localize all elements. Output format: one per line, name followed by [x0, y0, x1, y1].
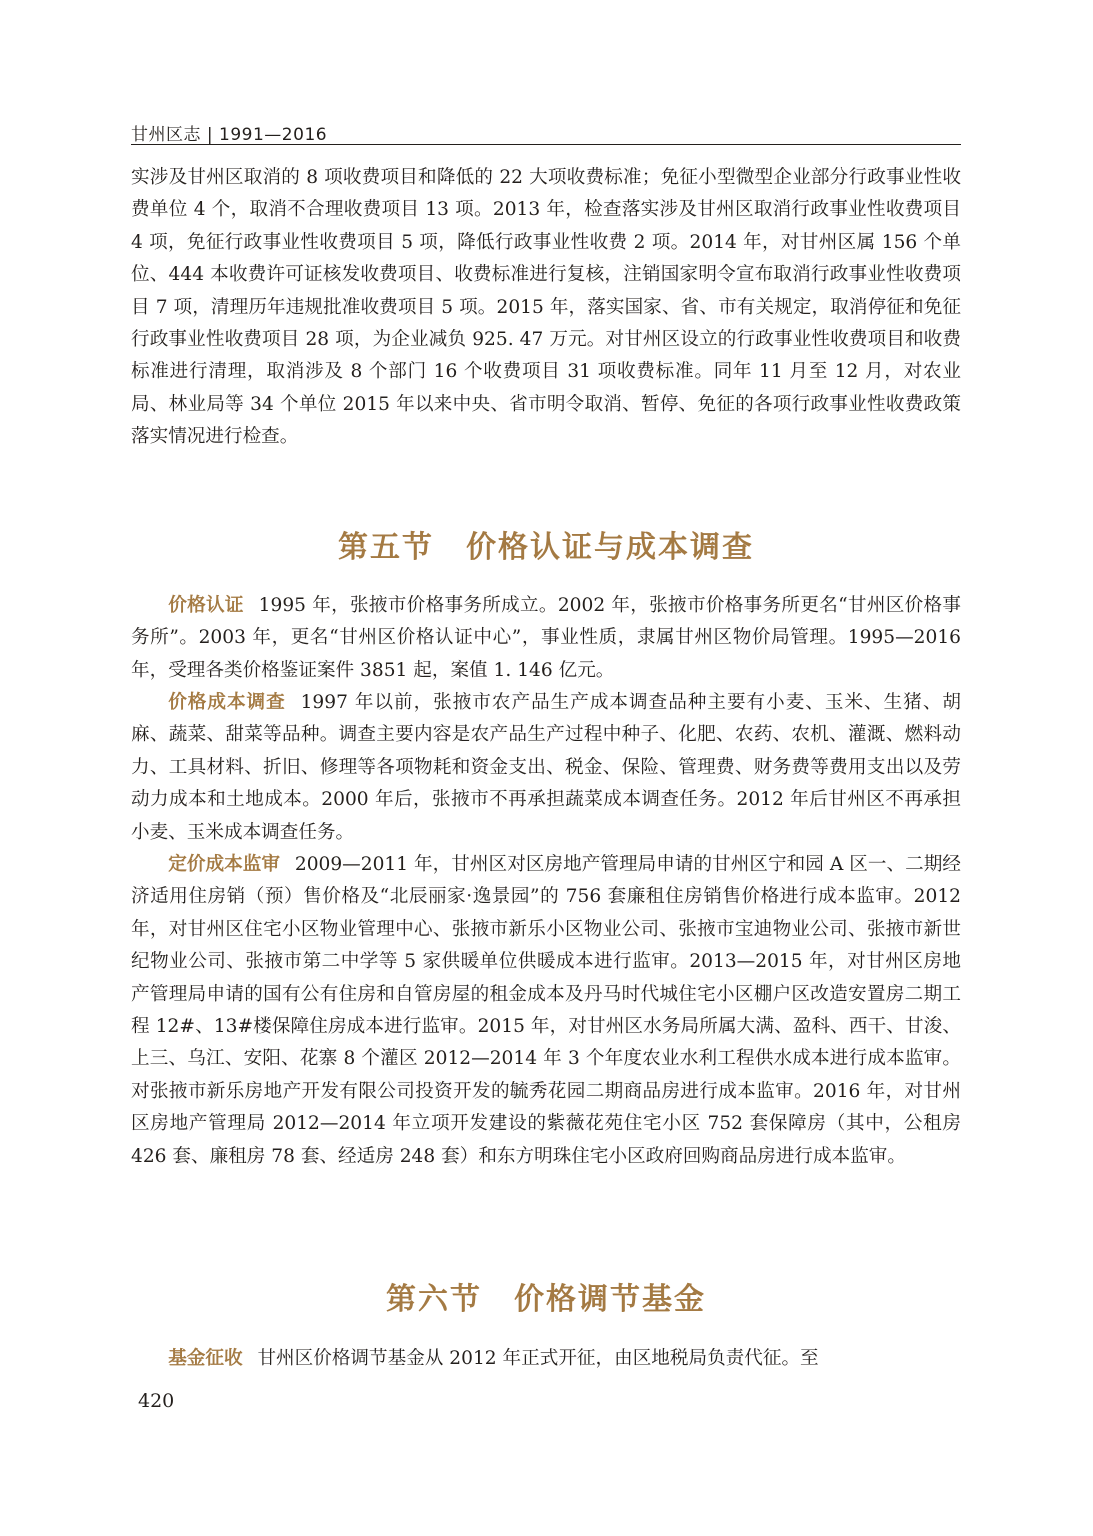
page-number: 420	[138, 1390, 175, 1412]
header-rule	[131, 144, 961, 145]
intro-paragraph: 实涉及甘州区取消的 8 项收费项目和降低的 22 大项收费标准；免征小型微型企业部分行政事业性收费单位 4 个，取消不合理收费项目 13 项。2013 年，检查落实涉及甘州区取消行政事业性收费项目 4 项，免征行政事业性收费项目 5 项，降低行政事业性收费 2 项。2014 年，对甘州区属 156 个单位、444 本收费许可证核发收费项目、收费标准进行复核，注销国家明令宣布取消行政事业性收费项目 7 项，清理历年违规批准收费项目 5 项。2015 年，落实国家、省、市有关规定，取消停征和免征行政事业性收费项目 28 项，为企业减负 925. 47 万元。对甘州区设立的行政事业性收费项目和收费标准进行清理，取消涉及 8 个部门 16 个收费项目 31 项收费标准。同年 11 月至 12 月，对农业局、林业局等 34 个单位 2015 年以来中央、省市明令取消、暂停、免征的各项行政事业性收费政策落实情况进行检查。	[131, 167, 961, 448]
paragraph-text-price-certification: 1995 年，张掖市价格事务所成立。2002 年，张掖市价格事务所更名“甘州区价格事务所”。2003 年，更名“甘州区价格认证中心”，事业性质，隶属甘州区物价局管理。1995—2016 年，受理各类价格鉴证案件 3851 起，案值 1. 146 亿元。	[131, 595, 961, 681]
book-title: 甘州区志	[131, 125, 201, 145]
paragraph-lead-cost-survey: 价格成本调查	[168, 692, 286, 713]
section-5-heading: 第五节 价格认证与成本调查	[338, 530, 754, 565]
paragraph-lead-fund-collection: 基金征收	[168, 1348, 243, 1369]
paragraph-text-cost-audit: 2009—2011 年，甘州区对区房地产管理局申请的甘州区宁和园 A 区一、二期经济适用住房销（预）售价格及“北辰丽家·逸景园”的 756 套廉租住房销售价格进行成本监审。2012 年，对甘州区住宅小区物业管理中心、张掖市新乐小区物业公司、张掖市宝迪物业公司、张掖市新世纪物业公司、张掖市第二中学等 5 家供暖单位供暖成本进行监审。2013—2015 年，对甘州区房地产管理局申请的国有公有住房和自管房屋的租金成本及丹马时代城住宅小区棚户区改造安置房二期工程 12#、13#楼保障住房成本进行监审。2015 年，对甘州区水务局所属大满、盈科、西干、甘浚、上三、乌江、安阳、花寨 8 个灌区 2012—2014 年 3 个年度农业水利工程供水成本进行成本监审。对张掖市新乐房地产开发有限公司投资开发的毓秀花园二期商品房进行成本监审。2016 年，对甘州区房地产管理局 2012—2014 年立项开发建设的紫薇花苑住宅小区 752 套保障房（其中，公租房 426 套、廉租房 78 套、经适房 248 套）和东方明珠住宅小区政府回购商品房进行成本监审。	[131, 854, 961, 1167]
paragraph-text-fund-collection: 甘州区价格调节基金从 2012 年正式开征，由区地税局负责代征。至	[257, 1348, 819, 1369]
paragraph-price-certification	[131, 590, 961, 687]
paragraph-cost-audit	[131, 849, 961, 1173]
section-6-heading: 第六节 价格调节基金	[386, 1282, 706, 1317]
paragraph-fund-collection	[131, 1343, 961, 1375]
paragraph-cost-survey	[131, 687, 961, 849]
header-separator: |	[201, 125, 220, 145]
paragraph-lead-cost-audit: 定价成本监审	[168, 854, 280, 875]
paragraph-lead-price-certification: 价格认证	[168, 595, 244, 616]
paragraph-text-cost-survey: 1997 年以前，张掖市农产品生产成本调查品种主要有小麦、玉米、生猪、胡麻、蔬菜、甜菜等品种。调查主要内容是农产品生产过程中种子、化肥、农药、农机、灌溉、燃料动力、工具材料、折旧、修理等各项物耗和资金支出、税金、保险、管理费、财务费等费用支出以及劳动力成本和土地成本。2000 年后，张掖市不再承担蔬菜成本调查任务。2012 年后甘州区不再承担小麦、玉米成本调查任务。	[131, 692, 961, 843]
book-years: 1991—2016	[219, 125, 328, 145]
running-header	[131, 120, 327, 145]
